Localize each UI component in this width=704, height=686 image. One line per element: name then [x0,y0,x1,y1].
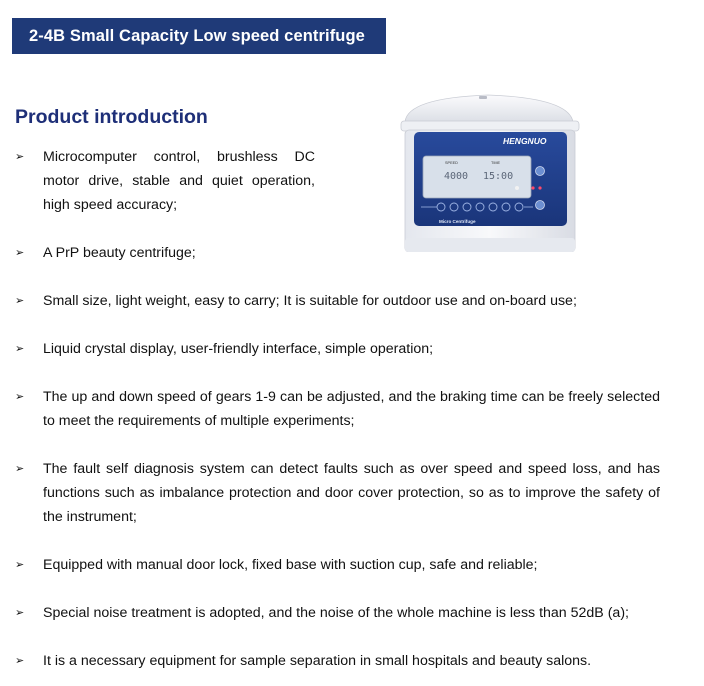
bullet-arrow-icon: ➢ [15,391,25,403]
lcd-speed-label: SPEED [445,161,458,165]
feature-item-9 [15,649,675,673]
feature-text: Small size, light weight, easy to carry; It is suitable for outdoor use and on-board use; [43,293,577,309]
page-title: 2-4B Small Capacity Low speed centrifuge [29,26,365,45]
feature-text: Special noise treatment is adopted, and the noise of the whole machine is less than 52dB (a); [43,605,629,621]
feature-item-7 [15,553,665,577]
feature-text: Equipped with manual door lock, fixed base with suction cup, safe and reliable; [43,557,538,573]
feature-item-4 [15,337,665,361]
title-banner [12,18,386,54]
feature-text: Microcomputer control, brushless DC motor drive, stable and quiet operation, high speed accuracy; [43,149,315,213]
panel-button-icon [536,201,545,210]
brand-logo-text: HENGNUO [503,136,547,146]
centrifuge-product-image [393,92,583,252]
section-heading: Product introduction [15,106,208,128]
model-label: Micro Centrifuge [439,219,476,224]
feature-item-1 [15,145,315,217]
feature-item-3 [15,289,665,313]
bullet-arrow-icon: ➢ [15,655,25,667]
feature-item-8 [15,601,675,625]
feature-text: Liquid crystal display, user-friendly interface, simple operation; [43,341,434,357]
panel-button-icon [536,167,545,176]
feature-item-5 [15,385,660,433]
bullet-arrow-icon: ➢ [15,607,25,619]
feature-text: A PrP beauty centrifuge; [43,245,196,261]
bullet-arrow-icon: ➢ [15,343,25,355]
lcd-speed-value: 4000 [444,171,469,182]
feature-item-2 [15,241,665,265]
bullet-arrow-icon: ➢ [15,247,25,259]
bullet-arrow-icon: ➢ [15,559,25,571]
feature-text: It is a necessary equipment for sample separation in small hospitals and beauty salons. [43,653,592,669]
bullet-arrow-icon: ➢ [15,295,25,307]
lcd-time-label: TIME [491,161,501,165]
feature-item-6 [15,457,660,529]
feature-text: The fault self diagnosis system can detect faults such as over speed and speed loss, and has functions such as imbalance protection and door cover protection, so as to improve the safety of the instrument; [43,461,660,525]
feature-text: The up and down speed of gears 1-9 can be adjusted, and the braking time can be freely selected to meet the requirements of multiple experiments; [43,389,660,429]
bullet-arrow-icon: ➢ [15,151,25,163]
lcd-time-value: 15:00 [483,171,514,182]
bullet-arrow-icon: ➢ [15,463,25,475]
